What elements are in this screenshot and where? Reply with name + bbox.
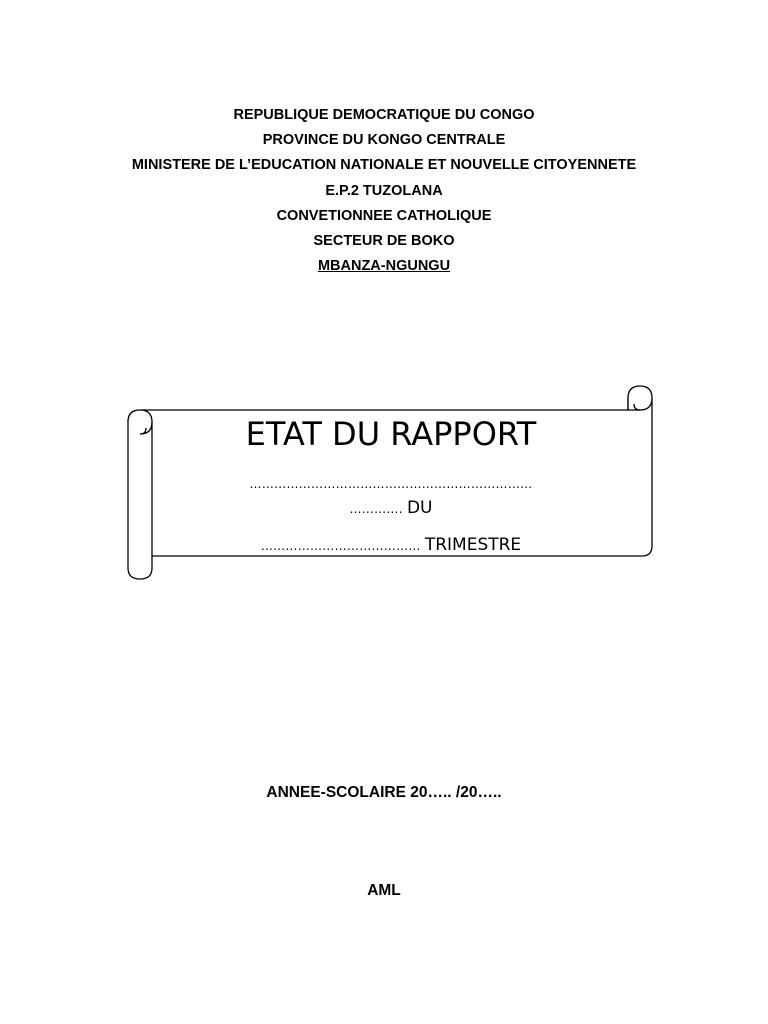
report-title: ETAT DU RAPPORT [245,415,537,453]
header-ministry: MINISTERE DE L’EDUCATION NATIONALE ET NOUVELLE CITOYENNETE [131,157,637,174]
word-trimestre: TRIMESTRE [424,535,522,555]
report-fill-line-3 [152,533,630,558]
report-fill-line-1 [152,471,630,496]
dotted-blank-2: …………. [349,502,407,516]
header-province: PROVINCE DU KONGO CENTRALE [262,132,506,149]
header-city: MBANZA-NGUNGU [317,258,451,275]
dotted-blank-3: ………………………………… [260,539,425,553]
header-affiliation: CONVETIONNEE CATHOLIQUE [276,207,492,224]
word-du: DU [406,498,433,518]
header-school: E.P.2 TUZOLANA [325,182,443,199]
signature-initials: AML [367,882,401,899]
report-fill-line-2 [152,496,630,521]
header-republic: REPUBLIQUE DEMOCRATIQUE DU CONGO [233,107,535,123]
dotted-blank-1: …………………………………………………………… [249,477,533,491]
scroll-content [152,410,630,558]
scroll-right-roll [628,386,652,410]
header-sector: SECTEUR DE BOKO [313,232,455,249]
school-year: ANNEE-SCOLAIRE 20….. /20….. [266,784,502,801]
